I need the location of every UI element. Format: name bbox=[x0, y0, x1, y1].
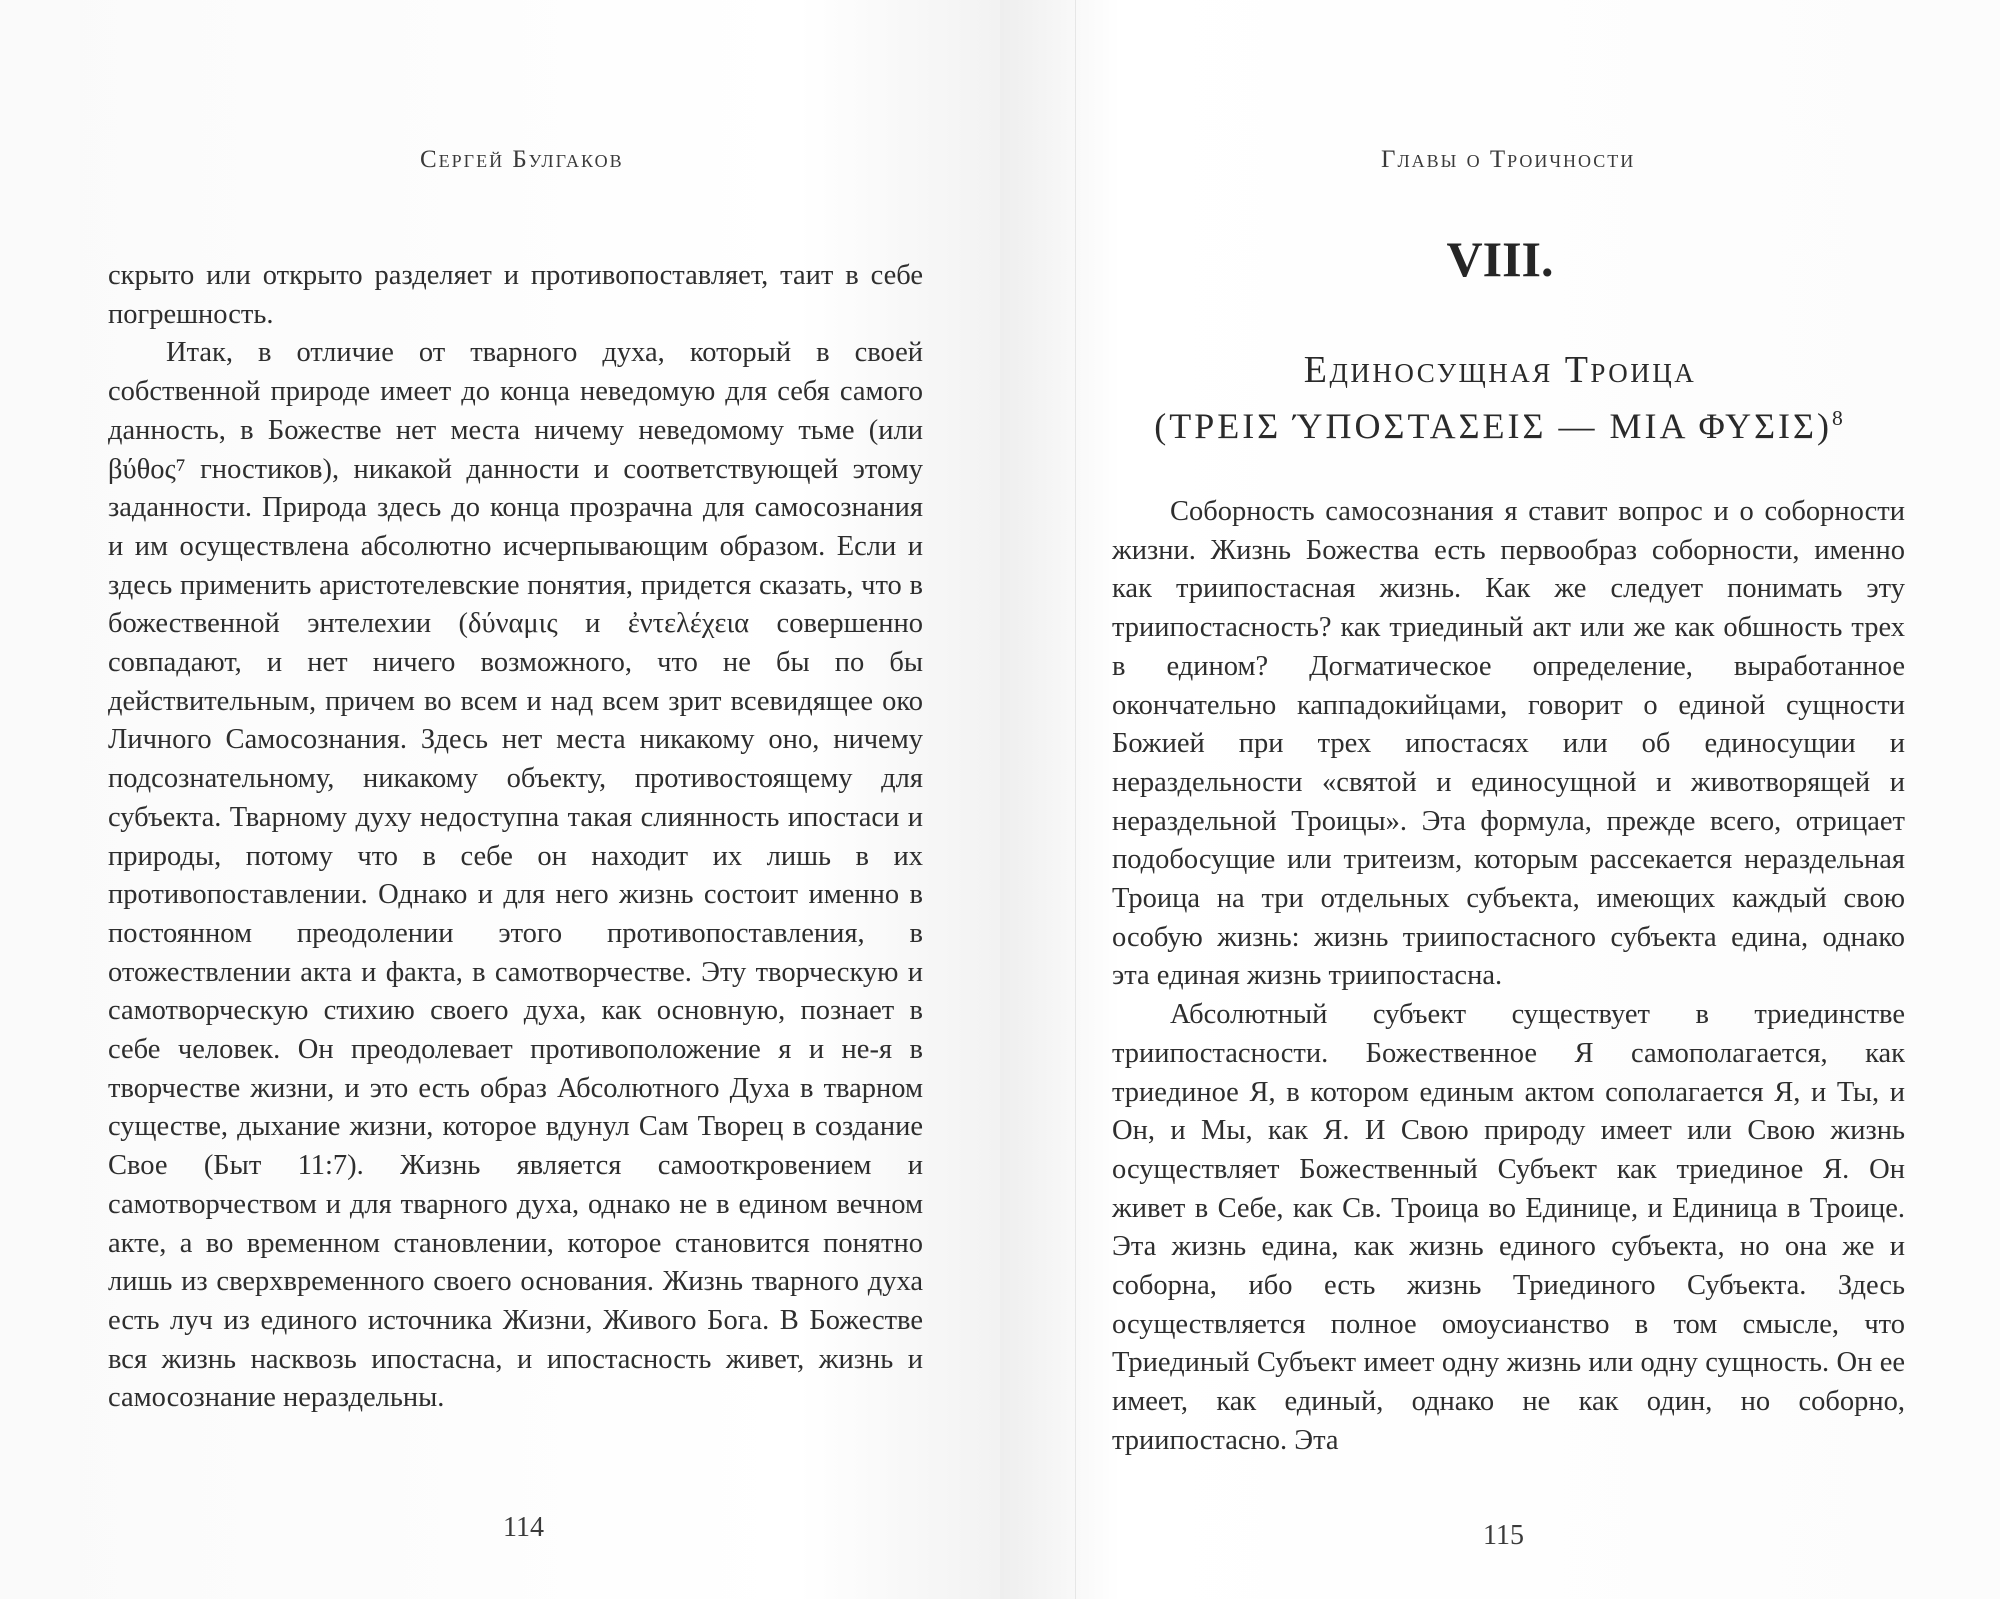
running-head-author: Сергей Булгаков bbox=[420, 146, 624, 173]
running-head-title: Главы о Троичности bbox=[1381, 146, 1636, 173]
chapter-subtitle bbox=[1100, 405, 1900, 447]
paragraph: Соборность самосознания я ставит вопрос и о соборности жизни. Жизнь Божества есть первообраз соборности, именно как триипостасная жизнь. Как же следует понимать эту триипостасность? как триединый акт или же как обшность трех в едином? Догматическое определение, выработанное окончательно каппадокийцами, говорит о единой сущности Божией при трех ипостасях или об единосущии и нераздельности «святой и единосущной и животворящей и нераздельной Троицы». Эта формула, прежде всего, отрицает подобосущие или тритеизм, которым рассекается нераздельная Троица на три отдельных субъекта, имеющих каждый свою особую жизнь: жизнь триипостасного субъекта едина, однако эта единая жизнь триипостасна. bbox=[1112, 496, 1905, 992]
page-number-right: 115 bbox=[1483, 1520, 1524, 1551]
left-page-text bbox=[108, 257, 923, 1418]
chapter-title: Единосущная Троица bbox=[1303, 349, 1697, 391]
footnote-marker: 8 bbox=[1831, 406, 1846, 430]
chapter-subtitle-text: (ΤΡΕΙΣ ΎΠΟΣΤΑΣΕΙΣ — ΜΙΑ ΦΥΣΙΣ) bbox=[1154, 406, 1832, 446]
right-page-text bbox=[1112, 493, 1905, 1461]
paragraph: скрыто или открыто разделяет и противопоставляет, таит в себе погрешность. bbox=[108, 260, 923, 330]
paragraph: Абсолютный субъект существует в триединстве триипостасности. Божественное Я самополагается, как триединое Я, в котором единым актом сополагается Я, и Ты, и Он, и Мы, как Я. И Свою природу имеет или Свою жизнь осуществляет Божественный Субъект как триединое Я. Он живет в Себе, как Св. Троица во Единице, и Единица в Троице. Эта жизнь едина, как жизнь единого субъекта, но она же и соборна, ибо есть жизнь Триединого Субъекта. Здесь осуществляется полное омоусианство в том смысле, что Триединый Субъект имеет одну жизнь или одну сущность. Он ее имеет, как единый, однако не как один, но соборно, триипостасно. Эта bbox=[1112, 999, 1905, 1456]
chapter-number: VIII. bbox=[1446, 231, 1554, 287]
right-page bbox=[1000, 0, 2000, 1599]
gutter-shadow bbox=[1075, 0, 1076, 1599]
paragraph: Итак, в отличие от тварного духа, который в своей собственной природе имеет до конца неведомую для себя самого данность, в Божестве нет места ничему неведомому тьме (или βύθος⁷ гностиков), никакой данности и соответствующей этому заданности. Природа здесь до конца прозрачна для самосознания и им осуществлена абсолютно исчерпывающим образом. Если и здесь применить аристотелевские понятия, придется сказать, что в божественной энтелехии (δύναμις и ἐντελέχεια совершенно совпадают, и нет ничего возможного, что не бы по бы действительным, причем во всем и над всем зрит всевидящее око Личного Самосознания. Здесь нет места никакому оно, ничему подсознательному, никакому объекту, противостоящему для субъекта. Тварному духу недоступна такая слиянность ипостаси и природы, потому что в себе он находит их лишь в их противопоставлении. Однако и для него жизнь состоит именно в постоянном преодолении этого противопоставления, в отожествлении акта и факта, в самотворчестве. Эту творческую и самотворческую стихию своего духа, как основную, познает в себе человек. Он преодолевает противоположение я и не-я в творчестве жизни, и это есть образ Абсолютного Духа в тварном существе, дыхание жизни, которое вдунул Сам Творец в создание Свое (Быт 11:7). Жизнь является самооткровением и самотворчеством и для тварного духа, однако не в едином вечном акте, а во временном становлении, которое становится понятно лишь из сверхвременного своего основания. Жизнь тварного духа есть луч из единого источника Жизни, Живого Бога. В Божестве вся жизнь насквозь ипостасна, и ипостасность живет, жизнь и самосознание нераздельны. bbox=[108, 337, 923, 1414]
page-number-left: 114 bbox=[503, 1512, 544, 1543]
